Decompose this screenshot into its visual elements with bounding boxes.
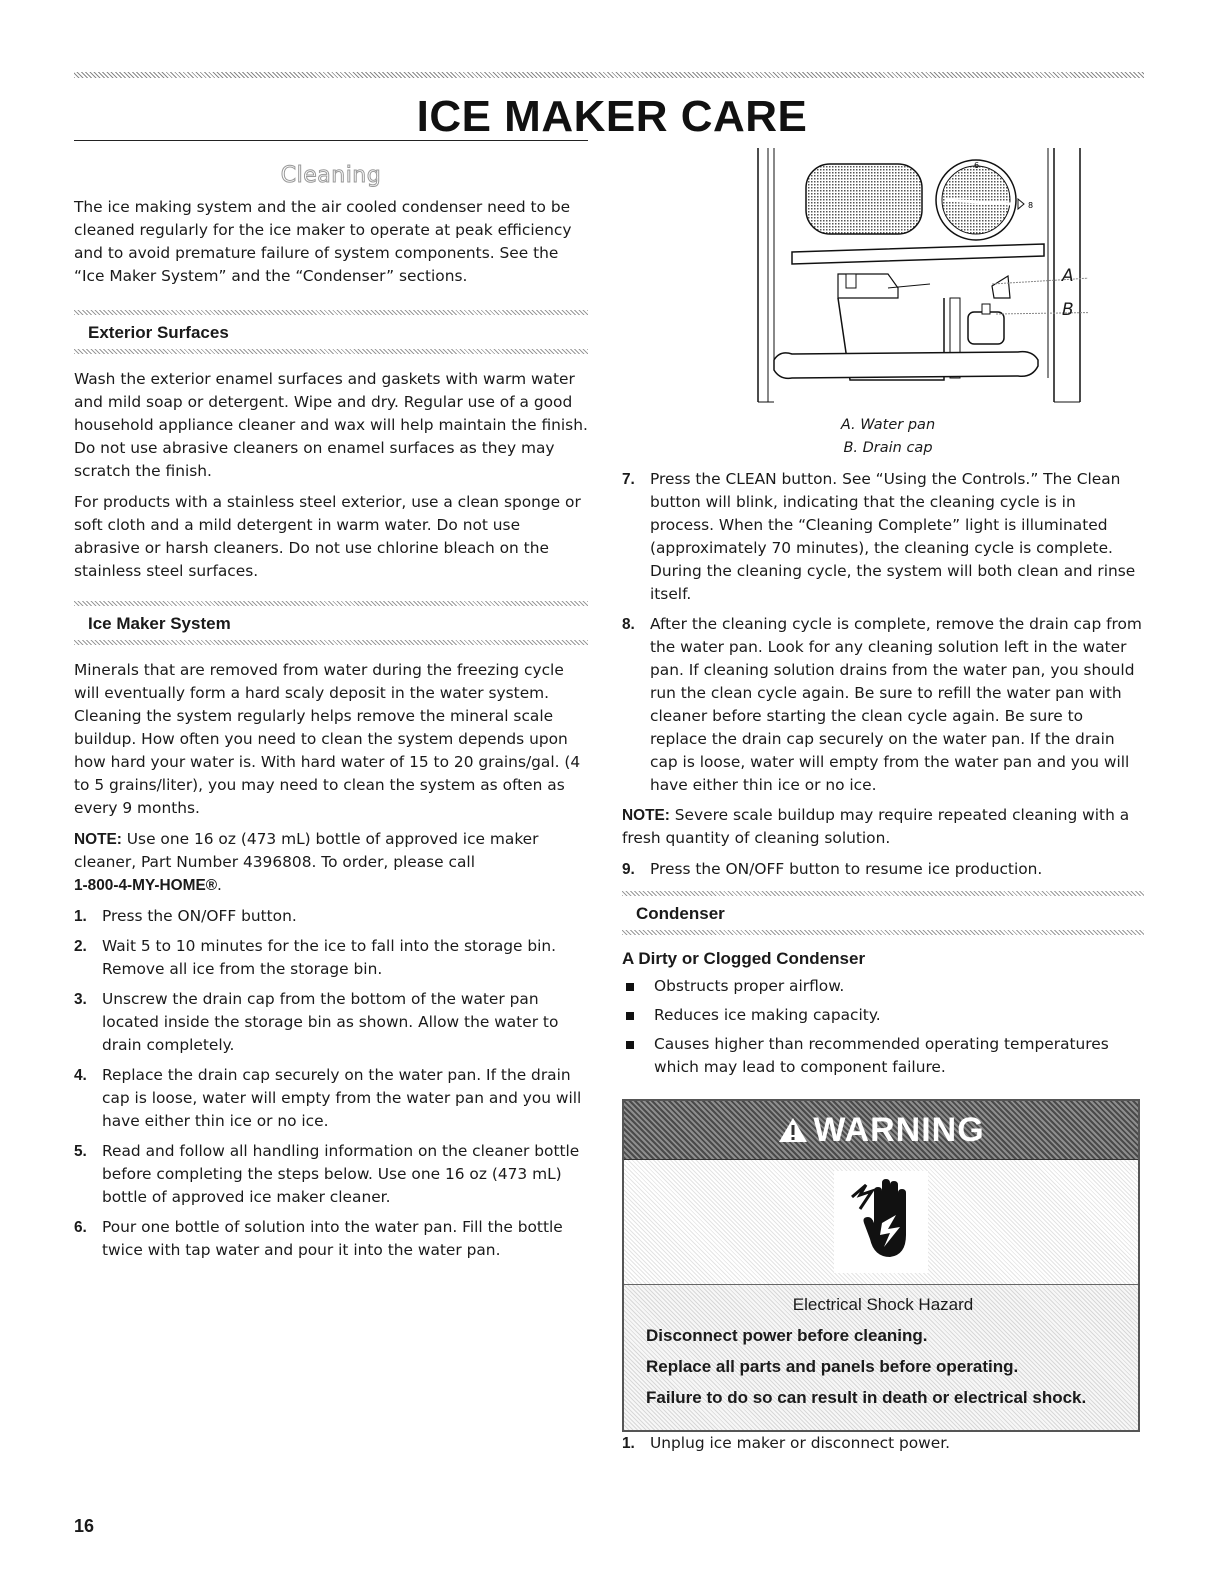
hatch-divider <box>74 601 588 606</box>
cleaning-intro: The ice making system and the air cooled condenser need to be cleaned regularly for the ice maker to operate at peak efficiency and to avoid premature failure of system components. See the “Ice Maker System” and the “Condenser” sections. <box>74 198 572 285</box>
step-text: Press the CLEAN button. See “Using the Controls.” The Clean button will blink, indicating that the cleaning cycle is in process. When the “Cleaning Complete” light is illuminated (approximately 70 minutes), the cleaning cycle is complete. During the cleaning cycle, the system will both clean and rinse itself. <box>650 470 1136 603</box>
step-number: 5. <box>74 1143 87 1160</box>
warning-title: WARNING <box>813 1110 985 1149</box>
scale-note <box>622 804 1144 850</box>
note-label: NOTE: <box>622 807 670 824</box>
note-label: NOTE: <box>74 831 122 848</box>
condenser-bullet-list <box>622 975 1144 1079</box>
list-item <box>622 858 1144 881</box>
hatch-divider <box>74 310 588 315</box>
list-item <box>74 1140 588 1209</box>
step-number: 6. <box>74 1219 87 1236</box>
step-number: 7. <box>622 471 635 488</box>
dial-top-label: 6 <box>974 161 980 170</box>
warning-icon-area <box>624 1160 1138 1285</box>
dial-right-label: 8 <box>1028 201 1034 210</box>
warning-line: Replace all parts and panels before operating. <box>646 1357 1019 1376</box>
warning-line: Disconnect power before cleaning. <box>646 1326 928 1345</box>
ice-system-note <box>74 828 588 897</box>
exterior-paragraph-2: For products with a stainless steel exterior, use a clean sponge or soft cloth and a mild detergent in warm water. Do not use abrasive or harsh cleaners. Do not use chlorine bleach on the stainless steel surfaces. <box>74 493 581 580</box>
electrical-shock-hand-icon <box>846 1175 916 1265</box>
hatch-divider <box>74 349 588 354</box>
list-item <box>622 1432 1144 1455</box>
callout-a: A <box>1062 266 1074 286</box>
dirty-condenser-heading: A Dirty or Clogged Condenser <box>622 949 866 968</box>
list-item <box>74 905 588 928</box>
cleaning-steps-continued <box>622 468 1144 797</box>
figure-caption-b: B. Drain cap <box>843 440 933 456</box>
list-item: Obstructs proper airflow. <box>622 975 1144 998</box>
cleaning-steps-list <box>74 905 588 1262</box>
list-item: Reduces ice making capacity. <box>622 1004 1144 1027</box>
note-end: . <box>217 876 222 894</box>
step-text: Read and follow all handling information on the cleaner bottle before completing the steps below. Use one 16 oz (473 mL) bottle of approved ice maker cleaner. <box>102 1142 580 1206</box>
condenser-steps-list <box>622 1432 1144 1455</box>
step-text: Press the ON/OFF button to resume ice production. <box>650 860 1043 878</box>
right-column <box>622 148 1144 1462</box>
ice-maker-system-heading: Ice Maker System <box>88 614 231 633</box>
ice-maker-system-header <box>74 601 588 645</box>
step-text: Unplug ice maker or disconnect power. <box>650 1434 951 1452</box>
exterior-surfaces-header <box>74 310 588 354</box>
list-item <box>622 613 1144 797</box>
step-number: 3. <box>74 991 87 1008</box>
list-item <box>74 1064 588 1133</box>
step-number: 8. <box>622 616 635 633</box>
callout-b: B <box>1062 300 1074 320</box>
ice-maker-figure <box>688 148 1088 460</box>
page-title: ICE MAKER CARE <box>416 92 808 141</box>
hazard-title: Electrical Shock Hazard <box>792 1295 974 1314</box>
note-text: Severe scale buildup may require repeated cleaning with a fresh quantity of cleaning solution. <box>622 806 1130 847</box>
condenser-header <box>622 891 1144 935</box>
list-item: Causes higher than recommended operating temperatures which may lead to component failure. <box>622 1033 1144 1079</box>
step-number: 9. <box>622 861 635 878</box>
list-item <box>74 1216 588 1262</box>
hatch-divider <box>74 640 588 645</box>
water-pan-illustration <box>688 148 1088 410</box>
warning-box <box>622 1099 1140 1432</box>
list-item <box>622 468 1144 606</box>
exterior-surfaces-heading: Exterior Surfaces <box>88 323 229 342</box>
step-number: 2. <box>74 938 87 955</box>
warning-line: Failure to do so can result in death or electrical shock. <box>646 1388 1087 1407</box>
note-text: Use one 16 oz (473 mL) bottle of approved ice maker cleaner, Part Number 4396808. To order, please call <box>74 830 539 871</box>
list-item <box>74 935 588 981</box>
step-number: 4. <box>74 1067 87 1084</box>
exterior-paragraph-1: Wash the exterior enamel surfaces and gaskets with warm water and mild soap or detergent. Wipe and dry. Regular use of a good household appliance cleaner and wax will help maintain the finish. Do not use abrasive cleaners on enamel surfaces as they may scratch the finish. <box>74 370 588 480</box>
page-number: 16 <box>74 1516 95 1536</box>
step-number: 1. <box>74 908 87 925</box>
phone-number: 1-800-4-MY-HOME® <box>74 877 218 894</box>
top-hatched-rule <box>74 72 1144 78</box>
step-text: Unscrew the drain cap from the bottom of the water pan located inside the storage bin as shown. Allow the water to drain completely. <box>102 990 559 1054</box>
step-text: Wait 5 to 10 minutes for the ice to fall into the storage bin. Remove all ice from the storage bin. <box>102 937 557 978</box>
ice-system-paragraph: Minerals that are removed from water during the freezing cycle will eventually form a hard scaly deposit in the water system. Cleaning the system regularly helps remove the mineral scale buildup. How often you need to clean the system depends upon how hard your water is. With hard water of 15 to 20 grains/gal. (4 to 5 grains/liter), you may need to clean the system as often as every 9 months. <box>74 661 581 817</box>
step-text: Pour one bottle of solution into the water pan. Fill the bottle twice with tap water and pour it into the water pan. <box>102 1218 563 1259</box>
warning-banner <box>624 1101 1138 1160</box>
step-text: Replace the drain cap securely on the water pan. If the drain cap is loose, water will empty from the water pan and you will have either thin ice or no ice. <box>102 1066 582 1130</box>
step-text: After the cleaning cycle is complete, remove the drain cap from the water pan. Look for any cleaning solution left in the water pan. If cleaning solution drains from the water pan, you should run the clean cycle again. Be sure to refill the water pan with cleaner before starting the clean cycle again. Be sure to replace the drain cap securely on the water pan. If the drain cap is loose, water will empty from the water pan and you will have either thin ice or no ice. <box>650 615 1142 794</box>
hatch-divider <box>622 930 1144 935</box>
list-item <box>74 988 588 1057</box>
condenser-heading: Condenser <box>636 904 725 923</box>
hatch-divider <box>622 891 1144 896</box>
warning-body <box>624 1285 1138 1430</box>
cleaning-heading: Cleaning <box>280 163 382 188</box>
warning-triangle-icon <box>777 1116 809 1144</box>
step-number: 1. <box>622 1435 635 1452</box>
warning-icon-frame <box>834 1171 928 1273</box>
step-text: Press the ON/OFF button. <box>102 907 297 925</box>
title-divider <box>74 140 588 141</box>
final-cleaning-step <box>622 858 1144 881</box>
figure-caption-a: A. Water pan <box>840 417 936 433</box>
left-column <box>74 140 588 1269</box>
